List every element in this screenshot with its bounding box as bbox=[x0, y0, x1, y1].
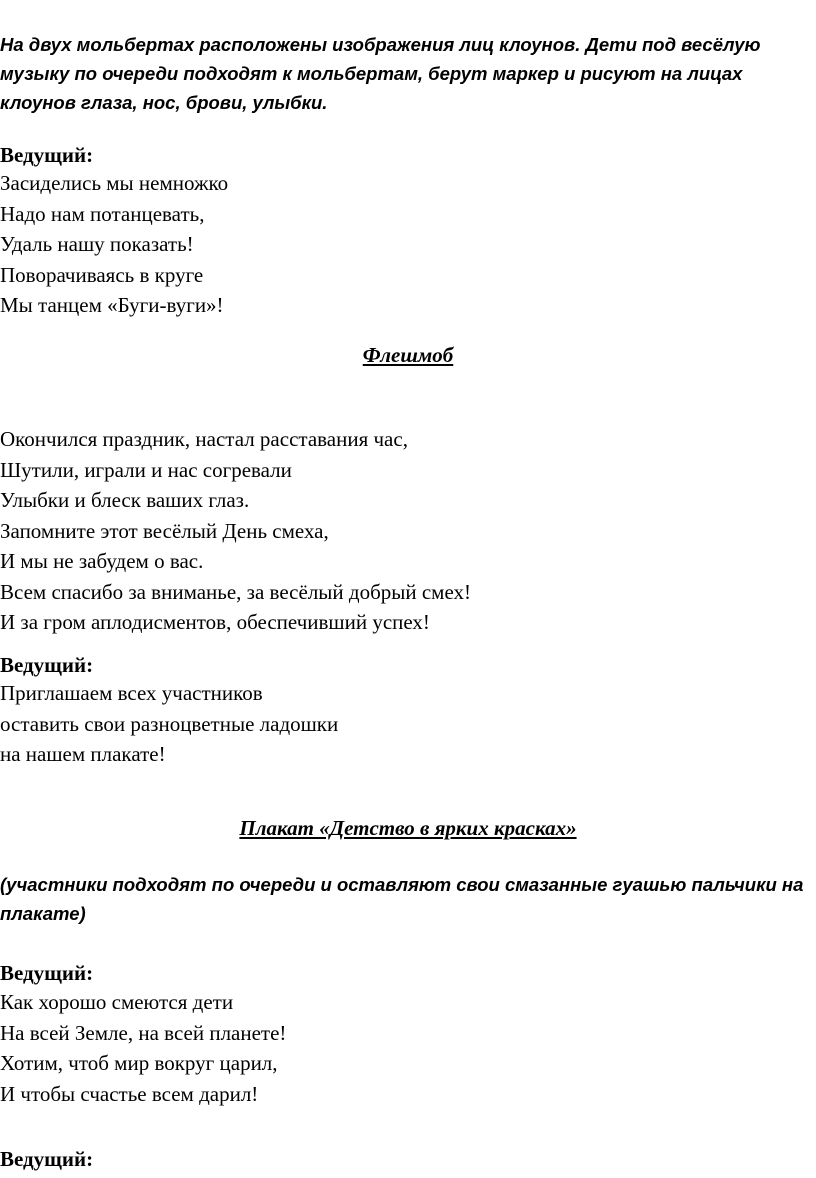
verse-2 bbox=[0, 424, 471, 638]
verse-3 bbox=[0, 678, 338, 770]
verse-line: Хотим, чтоб мир вокруг царил, bbox=[0, 1051, 278, 1075]
verse-line: Шутили, играли и нас согревали bbox=[0, 457, 292, 482]
intro-stage-direction: На двух мольбертах расположены изображения лиц клоунов. Дети под весёлую музыку по очереди подходят к мольбертам, берут маркер и рисуют на лицах клоунов глаза, нос, брови, улыбки. bbox=[0, 34, 761, 113]
verse-1 bbox=[0, 168, 228, 321]
verse-4 bbox=[0, 987, 286, 1109]
verse-line: И чтобы счастье всем дарил! bbox=[0, 1081, 259, 1106]
speaker-label-1: Ведущий: bbox=[0, 143, 94, 167]
verse-line: Надо нам потанцевать, bbox=[0, 201, 205, 226]
verse-line: Поворачиваясь в круге bbox=[0, 262, 204, 287]
verse-line: оставить свои разноцветные ладошки bbox=[0, 711, 339, 736]
verse-line: Удаль нашу показать! bbox=[0, 232, 194, 256]
verse-line: Как хорошо смеются дети bbox=[0, 990, 234, 1014]
heading-flashmob: Флешмоб bbox=[362, 343, 454, 367]
verse-line: Приглашаем всех участников bbox=[0, 681, 263, 705]
verse-line: Засиделись мы немножко bbox=[0, 171, 229, 195]
verse-line: И мы не забудем о вас. bbox=[0, 549, 204, 573]
verse-line: На всей Земле, на всей планете! bbox=[0, 1020, 287, 1045]
heading-poster: Плакат «Детство в ярких красках» bbox=[239, 816, 577, 840]
verse-line: на нашем плакате! bbox=[0, 742, 166, 766]
verse-line: Мы танцем «Буги-вуги»! bbox=[0, 293, 224, 317]
verse-line: И за гром аплодисментов, обеспечивший успех! bbox=[0, 610, 430, 634]
verse-line: Окончился праздник, настал расставания час, bbox=[0, 427, 408, 451]
verse-line: Всем спасибо за вниманье, за весёлый добрый смех! bbox=[0, 579, 472, 604]
poster-stage-direction: (участники подходят по очереди и оставляют свои смазанные гуашью пальчики на плакате) bbox=[0, 874, 804, 924]
speaker-label-3: Ведущий: bbox=[0, 961, 94, 985]
verse-line: Улыбки и блеск ваших глаз. bbox=[0, 488, 250, 512]
speaker-label-4: Ведущий: bbox=[0, 1147, 94, 1171]
verse-line: Запомните этот весёлый День смеха, bbox=[0, 518, 329, 543]
speaker-label-2: Ведущий: bbox=[0, 653, 94, 677]
